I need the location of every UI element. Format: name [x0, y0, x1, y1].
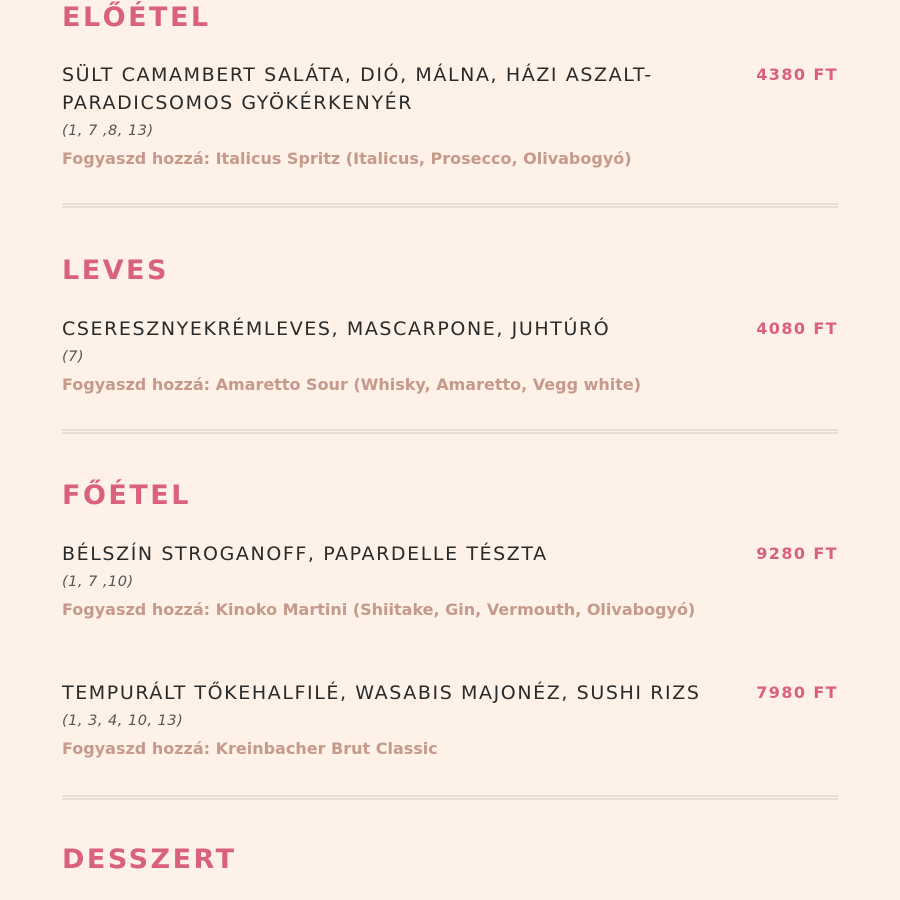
menu-item-price: 4080 FT — [756, 319, 838, 338]
menu-item-allergens: (1, 3, 4, 10, 13) — [62, 713, 184, 729]
menu-item-name: TEMPURÁLT TŐKEHALFILÉ, WASABIS MAJONÉZ, SUSHI RIZS — [62, 682, 701, 704]
menu-item-pairing: Fogyaszd hozzá: Italicus Spritz (Italicus, Prosecco, Olivabogyó) — [62, 149, 632, 168]
section-title-foetel: FŐÉTEL — [62, 480, 191, 511]
menu-item-pairing: Fogyaszd hozzá: Kinoko Martini (Shiitake, Gin, Vermouth, Olivabogyó) — [62, 600, 696, 619]
menu-item — [62, 540, 838, 624]
section-divider — [62, 795, 838, 800]
section-divider — [62, 429, 838, 434]
menu-item-name: BÉLSZÍN STROGANOFF, PAPARDELLE TÉSZTA — [62, 543, 548, 565]
section-divider — [62, 203, 838, 208]
menu-item-name: CSERESZNYEKRÉMLEVES, MASCARPONE, JUHTÚRÓ — [62, 318, 611, 340]
menu-item-pairing: Fogyaszd hozzá: Amaretto Sour (Whisky, Amaretto, Vegg white) — [62, 375, 642, 394]
menu-item-price: 9280 FT — [756, 544, 838, 563]
menu-item — [62, 679, 838, 763]
section-title-eloetel: ELŐÉTEL — [62, 2, 211, 33]
menu-item-price: 7980 FT — [756, 683, 838, 702]
menu-item-price: 4380 FT — [756, 65, 838, 84]
menu-item — [62, 61, 838, 173]
menu-item-allergens: (1, 7 ,8, 13) — [62, 123, 154, 139]
section-title-leves: LEVES — [62, 255, 169, 286]
menu-item-name: SÜLT CAMAMBERT SALÁTA, DIÓ, MÁLNA, HÁZI ASZALT-PARADICSOMOS GYÖKÉRKENYÉR — [62, 64, 653, 114]
menu-item — [62, 315, 838, 399]
menu-item-pairing: Fogyaszd hozzá: Kreinbacher Brut Classic — [62, 739, 438, 758]
menu-item-allergens: (7) — [62, 349, 85, 365]
section-title-desszert: DESSZERT — [62, 844, 237, 875]
menu-item-allergens: (1, 7 ,10) — [62, 574, 134, 590]
